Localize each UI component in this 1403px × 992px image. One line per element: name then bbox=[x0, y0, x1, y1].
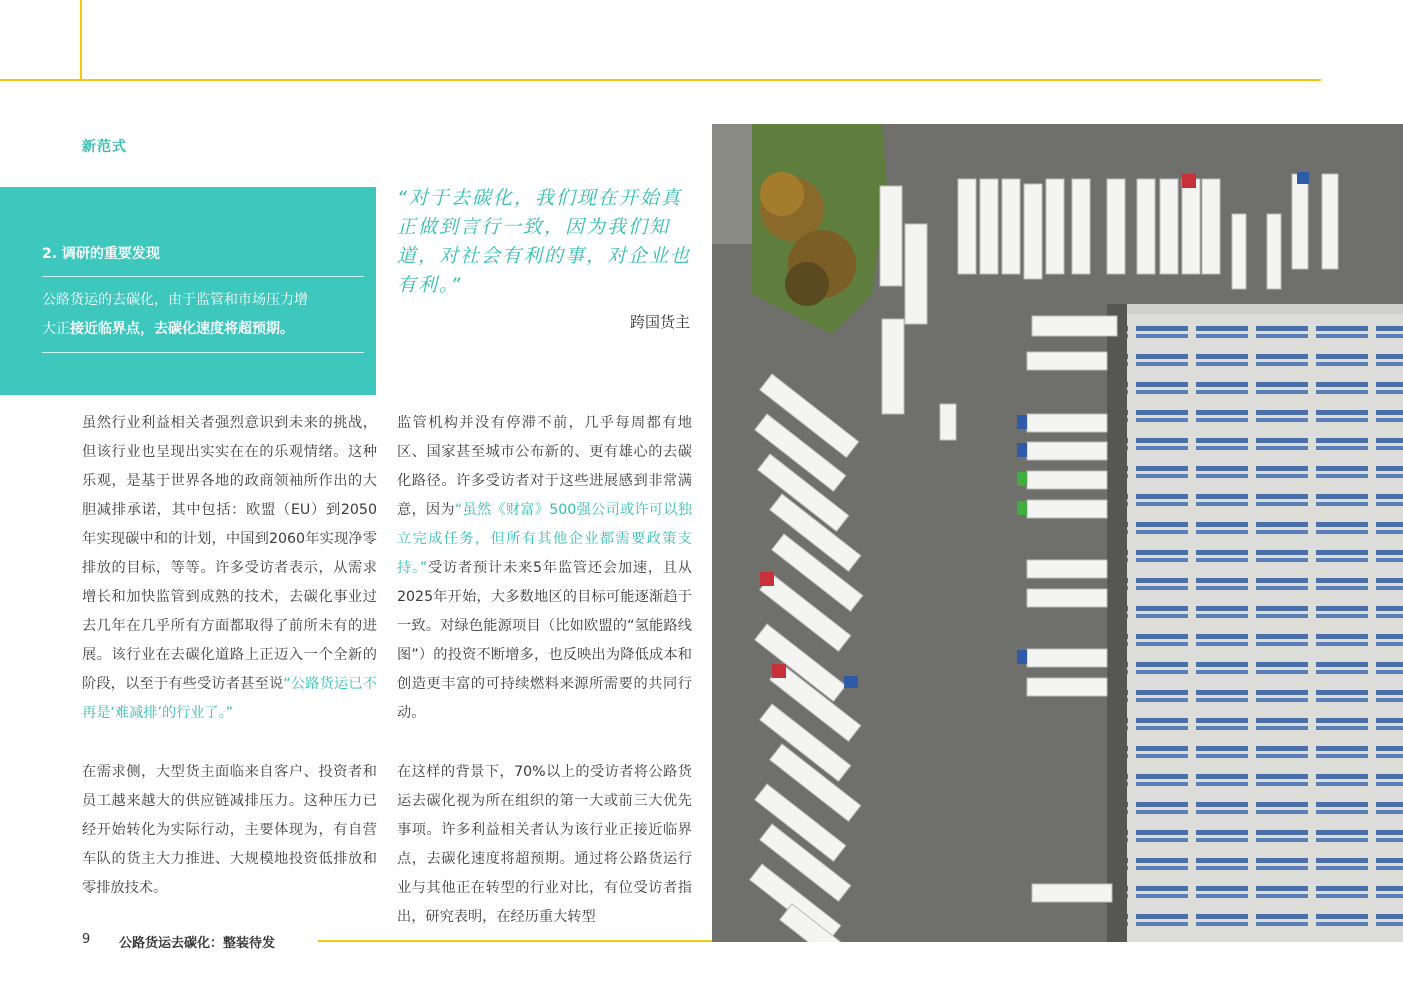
findings-divider bbox=[42, 352, 364, 353]
warehouse-aerial-photo bbox=[712, 124, 1403, 942]
findings-divider bbox=[42, 276, 364, 277]
paragraph-text: 虽然行业利益相关者强烈意识到未来的挑战，但该行业也呈现出实实在在的乐观情绪。这种乐观，是基于世界各地的政商领袖所作出的大胆减排承诺，其中包括：欧盟（EU）到2050年实现碳中和的计划，中国到2060年实现净零排放的目标，等等。许多受访者表示，从需求增长和加快监管到成熟的技术，去碳化事业过去几年在几乎所有方面都取得了前所未有的进展。该行业在去碳化道路上正迈入一个全新的阶段，以至于有些受访者甚至说 bbox=[82, 415, 377, 692]
quote-source: 跨国货主 bbox=[629, 313, 690, 331]
paragraph: 在需求侧，大型货主面临来自客户、投资者和员工越来越大的供应链减排压力。这种压力已经开始转化为实际行动，主要体现为，有自营车队的货主大力推进、大规模地投资低排放和零排放技术。 bbox=[82, 764, 377, 896]
paragraph bbox=[397, 409, 692, 728]
body-column-right bbox=[397, 409, 692, 962]
warehouse-aerial-illustration bbox=[712, 124, 1403, 942]
header-horizontal-rule bbox=[0, 79, 1321, 81]
header-vertical-rule bbox=[80, 0, 82, 80]
paragraph-text: 受访者预计未来5年监管还会加速，且从2025年开始，大多数地区的目标可能逐渐趋于一致。对绿色能源项目（比如欧盟的“氢能路线图”）的投资不断增多，也反映出为降低成本和创造更丰富的可持续燃料来源所需要的共同行动。 bbox=[397, 560, 692, 721]
paragraph-text: 监管机构并没有停滞不前，几乎每周都有地区、国家甚至城市公布新的、更有雄心的去碳化路径。许多受访者对于这些进展感到非常满意，因为 bbox=[397, 415, 692, 518]
key-findings-text bbox=[42, 286, 342, 344]
key-findings-title: 2. 调研的重要发现 bbox=[42, 246, 160, 262]
findings-line-2-prefix: 大正 bbox=[42, 321, 70, 337]
section-label: 新范式 bbox=[82, 139, 127, 155]
paragraph bbox=[82, 409, 377, 728]
pull-quote: “对于去碳化，我们现在开始真正做到言行一致，因为我们知道，对社会有利的事，对企业也有利。” bbox=[397, 187, 692, 296]
page-number: 9 bbox=[82, 932, 91, 947]
inline-quote: “公路货运已不再是‘难减排’的行业了。” bbox=[82, 676, 377, 721]
body-column-left bbox=[82, 409, 377, 933]
inline-quote: “虽然《财富》500强公司或许可以独立完成任务，但所有其他企业都需要政策支持。” bbox=[397, 502, 692, 576]
footer-title: 公路货运去碳化：整装待发 bbox=[119, 936, 276, 951]
findings-line-2-bold: 接近临界点，去碳化速度将超预期。 bbox=[70, 321, 294, 337]
paragraph: 在这样的背景下，70%以上的受访者将公路货运去碳化视为所在组织的第一大或前三大优先事项。许多利益相关者认为该行业正接近临界点，去碳化速度将超预期。通过将公路货运行业与其他正在转型的行业对比，有位受访者指出，研究表明，在经历重大转型 bbox=[397, 764, 692, 925]
findings-line-1: 公路货运的去碳化，由于监管和市场压力增 bbox=[42, 292, 308, 308]
